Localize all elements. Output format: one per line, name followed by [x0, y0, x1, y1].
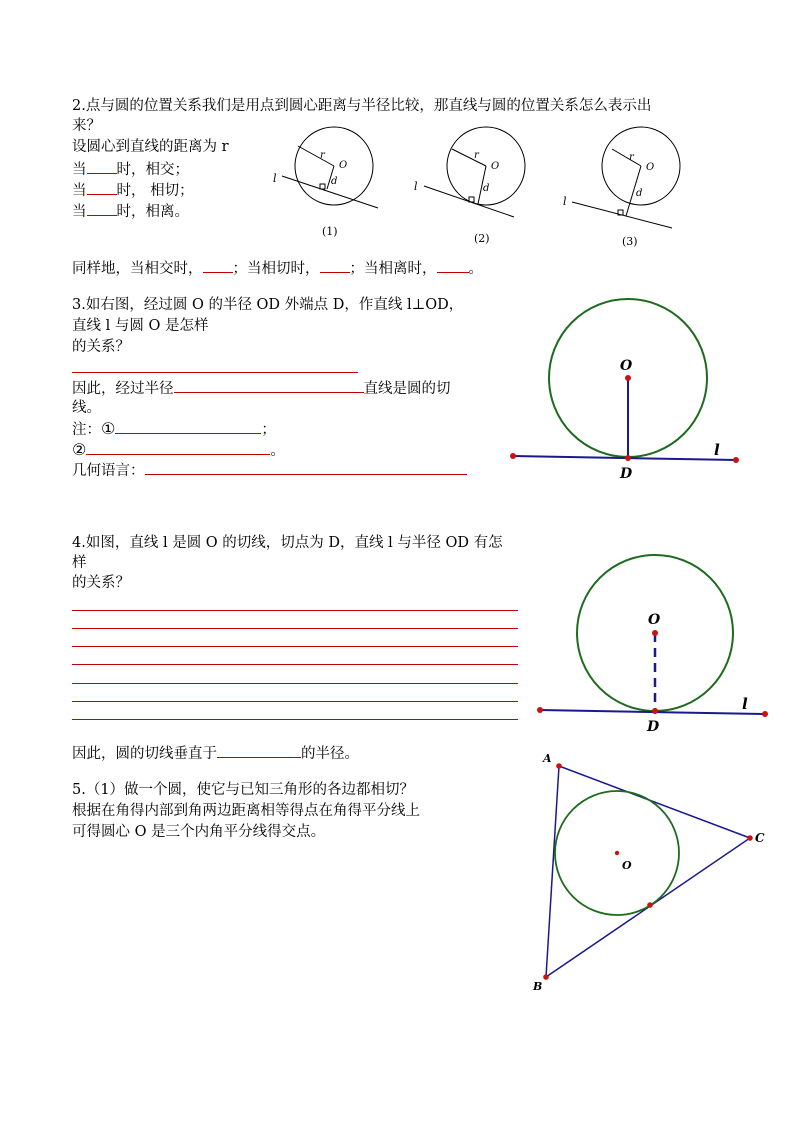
q3-label-l: l	[714, 441, 720, 459]
q2-fig2-label-d: d	[483, 183, 490, 194]
q4-answer-line-4[interactable]	[72, 664, 518, 665]
q2-fig3-label-o: O	[646, 162, 655, 173]
q2-fig2-label-r: r	[474, 150, 479, 161]
q2-row1-when: 当	[72, 162, 87, 178]
q3-point-d	[625, 455, 631, 461]
q2-fig2-label-o: O	[491, 161, 500, 172]
q3-blank-radius-condition[interactable]	[174, 377, 364, 393]
q4-line1: 4.如图，直线 l 是圆 O 的切线，切点为 D，直线 l 与半径 OD 有怎	[72, 535, 503, 551]
q4-blank-perpendicular[interactable]	[217, 742, 301, 758]
q2-blank-similar-3[interactable]	[437, 257, 469, 273]
q2-caption-1: (1)	[322, 225, 338, 238]
q5-label-o: O	[622, 859, 632, 872]
q2-caption-3: (3)	[622, 235, 638, 248]
q2-row-separate	[72, 200, 189, 222]
q2-similar-d: 。	[468, 261, 483, 277]
q2-similar-b: ；当相切时，	[232, 261, 320, 277]
q3-note-end-2: 。	[270, 443, 285, 459]
q4-answer-line-2[interactable]	[72, 628, 518, 629]
q3-note-2	[72, 439, 285, 461]
q3-figure	[500, 290, 760, 490]
q2-fig2-label-l: l	[414, 180, 418, 193]
q5-line1: 5.（1）做一个圆，使它与已知三角形的各边都相切？	[72, 782, 415, 798]
q3-blank-note-2[interactable]	[86, 439, 270, 455]
q4-figure	[530, 545, 775, 740]
q2-blank-similar-2[interactable]	[320, 257, 350, 273]
q2-row-tangent	[72, 179, 194, 201]
q2-similar-c: ；当相离时，	[349, 261, 437, 277]
q4-point-right	[762, 711, 768, 717]
q3-note-mark-2: ②	[72, 440, 87, 459]
q5-point-tangency	[647, 902, 653, 908]
q2-figure-1	[270, 120, 390, 220]
q2-blank-intersect[interactable]	[87, 158, 117, 174]
q2-row3-when: 当	[72, 204, 87, 220]
q4-label-l: l	[742, 695, 748, 713]
q2-fig1-label-o: O	[339, 160, 348, 171]
q3-blank-note-1[interactable]	[115, 418, 261, 434]
q5-triangle	[546, 766, 750, 977]
q5-point-b	[543, 974, 549, 980]
q4-answer-line-1[interactable]	[72, 610, 518, 611]
q2-figure-2	[410, 125, 520, 225]
q4-therefore-a: 因此，圆的切线垂直于	[72, 746, 217, 762]
q4-label-d: D	[647, 719, 660, 735]
q4-line3: 的关系？	[72, 575, 130, 591]
q4-line2: 样	[72, 555, 87, 571]
q3-note-1	[72, 418, 276, 440]
q3-line1: 3.如右图，经过圆 O 的半径 OD 外端点 D，作直线 l⊥OD，	[72, 297, 464, 313]
q3-line3: 的关系？	[72, 339, 130, 355]
q5-point-o	[615, 851, 619, 855]
q2-line1: 2.点与圆的位置关系我们是用点到圆心距离与半径比较，那直线与圆的位置关系怎么表示出	[72, 98, 652, 114]
q3-geo	[72, 459, 467, 481]
q3-blank-geo[interactable]	[145, 459, 467, 475]
q4-point-o	[652, 630, 658, 636]
q5-label-a: A	[543, 752, 552, 765]
q5-point-c	[747, 835, 753, 841]
q5-line2: 根据在角得内部到角两边距离相等得点在角得平分线上	[72, 803, 420, 819]
q4-label-o: O	[648, 612, 661, 628]
q3-therefore	[72, 377, 451, 399]
q2-fig1-right-angle	[320, 184, 325, 189]
q4-therefore	[72, 742, 359, 764]
q2-similar-line	[72, 257, 483, 279]
q2-figure-3	[560, 125, 680, 230]
q2-fig3-label-d: d	[636, 188, 643, 199]
q2-fig1-label-r: r	[320, 150, 325, 161]
q2-row3-tail: 时，相离。	[116, 204, 189, 220]
q4-answer-line-5[interactable]	[72, 683, 518, 684]
q2-fig3-label-l: l	[563, 195, 567, 208]
q2-fig2-radius	[452, 149, 486, 166]
q3-label-d: D	[620, 466, 633, 482]
q2-blank-tangent[interactable]	[87, 179, 117, 195]
q2-row-intersect	[72, 158, 189, 180]
q2-similar-a: 同样地，当相交时，	[72, 261, 203, 277]
q5-line3: 可得圆心 O 是三个内角平分线得交点。	[72, 824, 326, 840]
q4-point-d	[652, 708, 658, 714]
q2-row1-tail: 时，相交；	[116, 162, 189, 178]
q2-blank-similar-1[interactable]	[203, 257, 233, 273]
q4-answer-line-6[interactable]	[72, 701, 518, 702]
q3-line2: 直线 l 与圆 O 是怎样	[72, 318, 209, 334]
q3-note-end-1: ；	[261, 422, 276, 438]
q4-point-left	[537, 707, 543, 713]
q3-therefore-c: 线。	[72, 400, 101, 416]
q4-answer-line-3[interactable]	[72, 646, 518, 647]
q2-setup: 设圆心到直线的距离为 r	[72, 139, 229, 155]
q5-figure	[525, 745, 775, 995]
q2-fig3-label-r: r	[629, 152, 634, 163]
q5-label-c: C	[755, 831, 765, 845]
q3-note-mark-1: ①	[101, 419, 116, 438]
q2-row2-tail: 时， 相切；	[116, 183, 194, 199]
q5-point-a	[556, 763, 562, 769]
q2-row2-when: 当	[72, 183, 87, 199]
q2-fig1-label-l: l	[273, 172, 277, 185]
q2-caption-2: (2)	[474, 232, 490, 245]
q2-blank-separate[interactable]	[87, 200, 117, 216]
q2-fig1-radius	[298, 146, 334, 166]
q3-point-left	[510, 453, 516, 459]
q2-fig1-label-d: d	[331, 176, 338, 187]
q3-point-o	[625, 375, 631, 381]
q4-therefore-b: 的半径。	[301, 746, 359, 762]
q2-line2: 来？	[72, 118, 101, 134]
q3-geo-label: 几何语言：	[72, 463, 145, 479]
q3-note-label: 注：	[72, 422, 101, 438]
q4-answer-line-7[interactable]	[72, 719, 518, 720]
q3-point-right	[733, 457, 739, 463]
q5-label-b: B	[533, 980, 543, 993]
q3-therefore-a: 因此，经过半径	[72, 381, 174, 397]
q3-answer-line[interactable]	[72, 372, 358, 373]
q3-label-o: O	[620, 358, 633, 374]
q3-therefore-b: 直线是圆的切	[363, 381, 451, 397]
q2-fig3-radius	[612, 149, 641, 166]
